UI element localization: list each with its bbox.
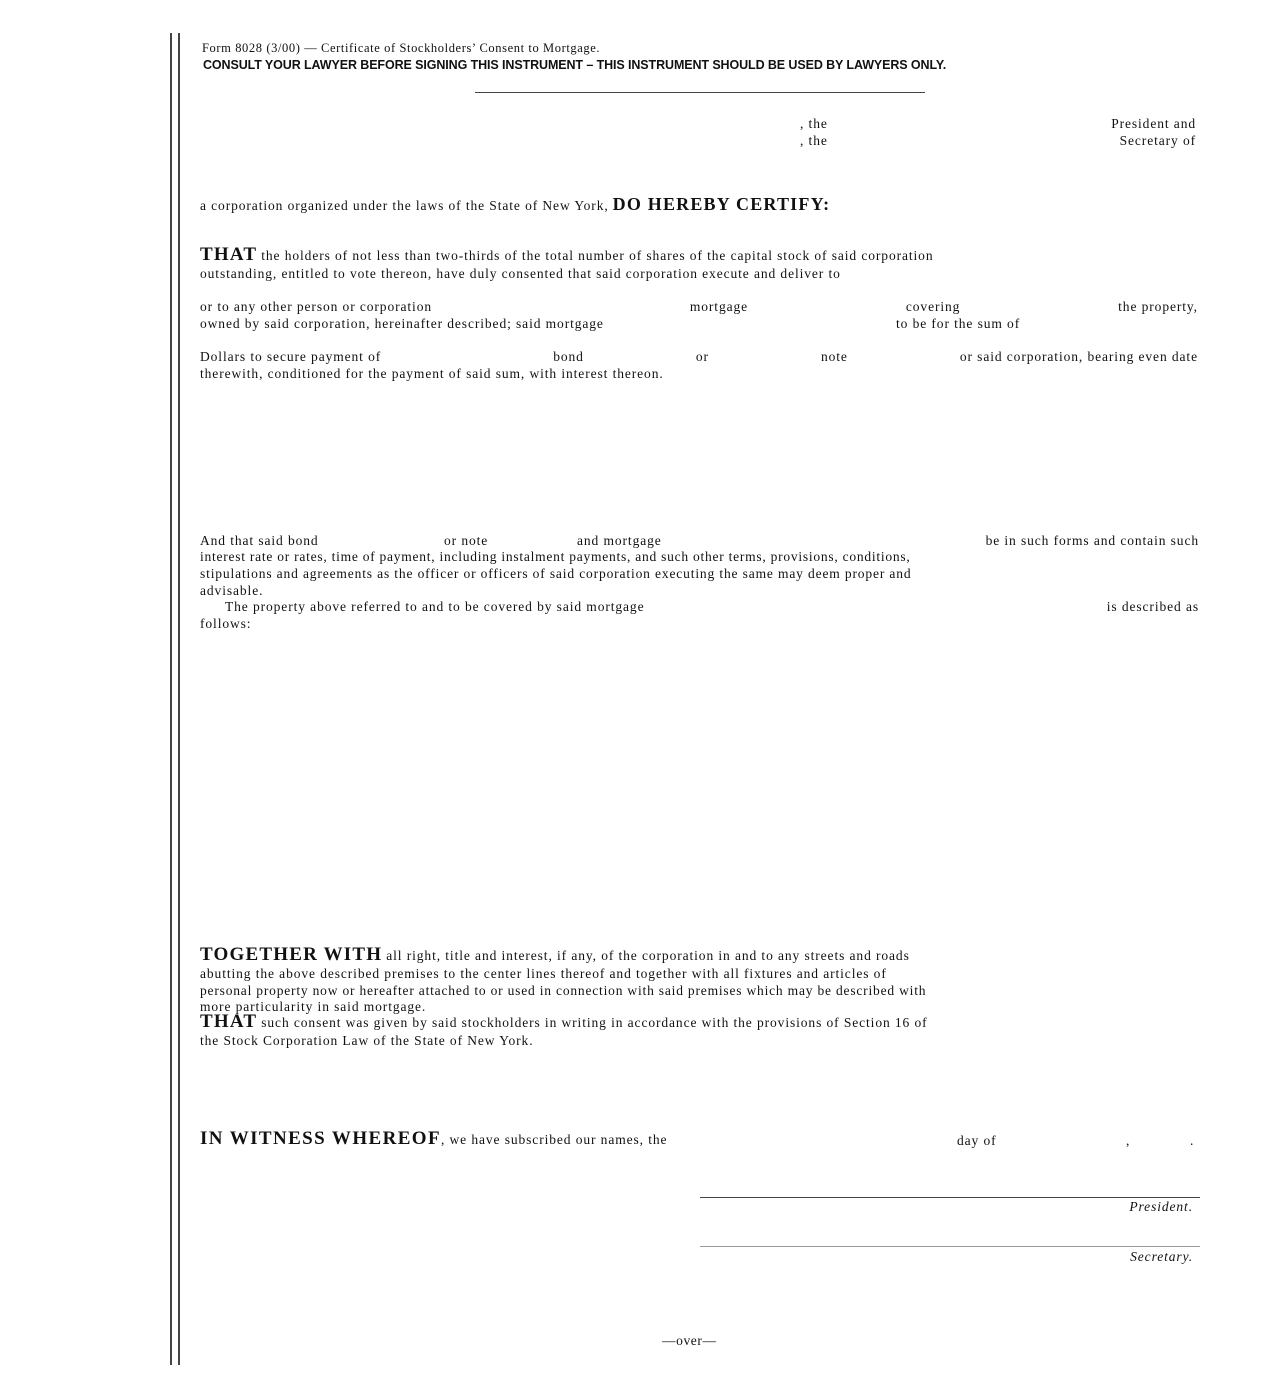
certify-line bbox=[200, 194, 830, 215]
consent-line1: THAT the holders of not less than two-thirds of the total number of shares of the capital stock of said corporation bbox=[200, 244, 934, 265]
mortgage-line4: therewith, conditioned for the payment of said sum, with interest thereon. bbox=[200, 366, 664, 381]
together-line1: TOGETHER WITH all right, title and interest, if any, of the corporation in and to any streets and roads bbox=[200, 944, 910, 965]
forms-line1d: be in such forms and contain such bbox=[985, 533, 1199, 548]
section-lead: THAT bbox=[200, 1011, 258, 1032]
certify-text: a corporation organized under the laws of the State of New York, bbox=[200, 198, 609, 213]
form-title: Form 8028 (3/00) — Certificate of Stockholders’ Consent to Mortgage. bbox=[202, 41, 601, 55]
forms-line1b: or note bbox=[444, 533, 489, 548]
mortgage-line2b: to be for the sum of bbox=[896, 316, 1021, 331]
section-line1: THAT such consent was given by said stockholders in writing in accordance with the provisions of Section 16 of bbox=[200, 1011, 928, 1032]
together-line2: abutting the above described premises to the center lines thereof and together with all fixtures and articles of bbox=[200, 966, 887, 981]
officer1-role: President and bbox=[1111, 116, 1196, 131]
forms-line4: advisable. bbox=[200, 583, 264, 598]
witness-lead: IN WITNESS WHEREOF bbox=[200, 1128, 441, 1149]
witness-line: IN WITNESS WHEREOF, we have subscribed our names, the bbox=[200, 1128, 668, 1149]
witness-period: . bbox=[1190, 1133, 1195, 1148]
margin-rule-right bbox=[178, 33, 180, 1365]
section-line2: the Stock Corporation Law of the State of New York. bbox=[200, 1033, 534, 1048]
officer1-the: , the bbox=[800, 116, 828, 131]
mortgage-line1: or to any other person or corporation mortgage covering the property, bbox=[200, 299, 1198, 314]
consent-lead: THAT bbox=[200, 244, 258, 265]
officer2-role: Secretary of bbox=[1119, 133, 1196, 148]
president-signature-line[interactable] bbox=[700, 1197, 1200, 1198]
forms-line1c: and mortgage bbox=[577, 533, 662, 548]
margin-rule-left bbox=[170, 33, 172, 1365]
forms-line2: interest rate or rates, time of payment, including instalment payments, and such other terms, provisions, conditions, bbox=[200, 549, 911, 564]
together-line4: more particularity in said mortgage. bbox=[200, 999, 427, 1014]
over-indicator: —over— bbox=[662, 1333, 717, 1348]
witness-comma: , bbox=[1126, 1133, 1131, 1148]
witness-day-of: day of bbox=[957, 1133, 997, 1148]
officer2-the: , the bbox=[800, 133, 828, 148]
forms-line1a: And that said bond bbox=[200, 533, 319, 548]
secretary-signature-line[interactable] bbox=[700, 1246, 1200, 1247]
forms-line3: stipulations and agreements as the officer or officers of said corporation executing the same may deem proper and bbox=[200, 566, 912, 581]
mortgage-line2a: owned by said corporation, hereinafter described; said mortgage bbox=[200, 316, 604, 331]
lawyer-warning: CONSULT YOUR LAWYER BEFORE SIGNING THIS INSTRUMENT – THIS INSTRUMENT SHOULD BE USED BY LAWYERS ONLY. bbox=[203, 58, 947, 72]
consent-line2: outstanding, entitled to vote thereon, have duly consented that said corporation execute and deliver to bbox=[200, 266, 841, 281]
forms-line5a: The property above referred to and to be covered by said mortgage bbox=[225, 599, 645, 614]
certify-emphasis: DO HEREBY CERTIFY: bbox=[612, 194, 831, 214]
forms-line6: follows: bbox=[200, 616, 252, 631]
together-line3: personal property now or hereafter attached to or used in connection with said premises which may be described with bbox=[200, 983, 927, 998]
president-label: President. bbox=[1129, 1199, 1193, 1214]
secretary-label: Secretary. bbox=[1130, 1249, 1193, 1264]
corporation-name-line bbox=[475, 92, 925, 93]
mortgage-line3: Dollars to secure payment of bond or note or said corporation, bearing even date bbox=[200, 349, 1198, 364]
together-lead: TOGETHER WITH bbox=[200, 944, 383, 965]
forms-line5b: is described as bbox=[1106, 599, 1199, 614]
